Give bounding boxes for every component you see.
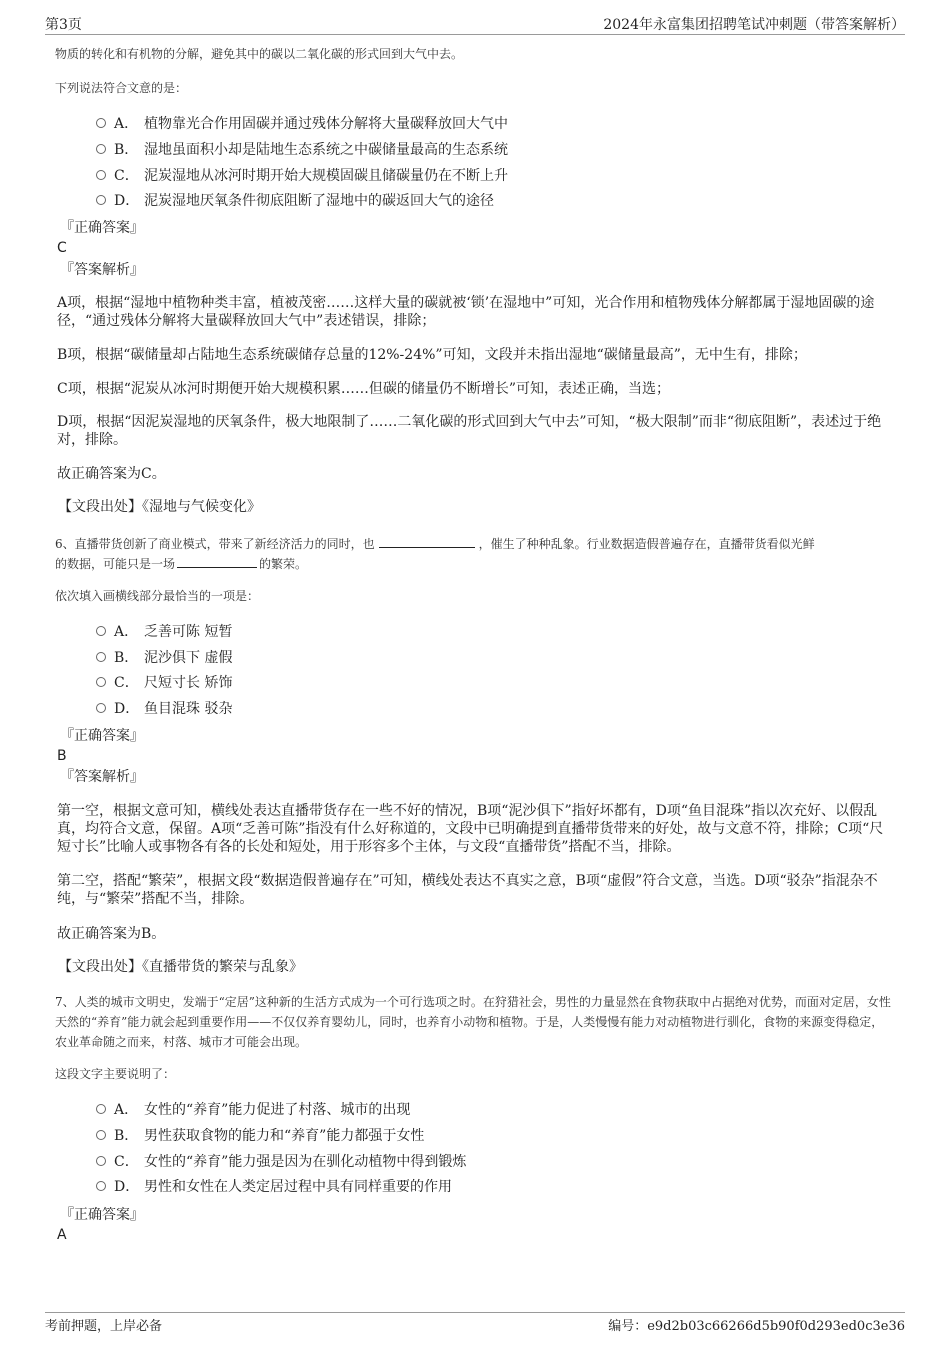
q5-passage-end: 物质的转化和有机物的分解，避免其中的碳以二氧化碳的形式回到大气中去。 (55, 47, 464, 61)
radio-icon[interactable] (96, 195, 106, 205)
q5-answer: C (57, 240, 67, 256)
page-header (45, 12, 905, 35)
q6-analysis-label: 『答案解析』 (60, 769, 144, 785)
q5-analysis-a: A项，根据“湿地中植物种类丰富，植被茂密……这样大量的碳就被‘锁’在湿地中”可知，光合作用和植物残体分解都属于湿地固碳的途径，“通过残体分解将大量碳释放回大气中”表述错误，排除； (57, 295, 875, 329)
q5-analysis-d: D项，根据“因泥炭湿地的厌氧条件，极大地限制了……二氧化碳的形式回到大气中去”可知，“极大限制”而非“彻底阻断”，表述过于绝对，排除。 (57, 414, 882, 448)
radio-icon[interactable] (96, 652, 106, 662)
q7-prompt: 这段文字主要说明了： (55, 1067, 176, 1081)
q6-option-d[interactable]: D． 鱼目混珠 驳杂 (96, 699, 232, 719)
radio-icon[interactable] (96, 677, 106, 687)
q5-analysis-c: C项，根据“泥炭从冰河时期便开始大规模积累……但碳的储量仍不断增长”可知，表述正确，当选； (57, 381, 671, 397)
q5-option-c[interactable]: C． 泥炭湿地从冰河时期开始大规模固碳且储碳量仍在不断上升 (96, 166, 508, 186)
q6-blank-1 (379, 535, 475, 548)
q6-option-c[interactable]: C． 尺短寸长 矫饰 (96, 673, 232, 693)
radio-icon[interactable] (96, 703, 106, 713)
q7-option-c[interactable]: C． 女性的“养育”能力强是因为在驯化动植物中得到锻炼 (96, 1152, 466, 1172)
radio-icon[interactable] (96, 1156, 106, 1166)
q6-analysis-2: 第二空，搭配“繁荣”，根据文段“数据造假普遍存在”可知，横线处表达不真实之意，B项“虚假”符合文意，当选。D项“驳杂”指混杂不纯，与“繁荣”搭配不当，排除。 (57, 873, 878, 907)
radio-icon[interactable] (96, 170, 106, 180)
radio-icon[interactable] (96, 1181, 106, 1191)
q6-answer: B (57, 748, 67, 764)
q7-option-b[interactable]: B． 男性获取食物的能力和“养育”能力都强于女性 (96, 1126, 424, 1146)
q7-answer: A (57, 1227, 67, 1243)
q7-stem: 7、人类的城市文明史，发端于“定居”这种新的生活方式成为一个可行选项之时。在狩猎社会，男性的力量显然在食物获取中占据绝对优势，而面对定居，女性天然的“养育”能力就会起到重要作用——不仅仅养育婴幼儿，同时，也养育小动物和植物。于是，人类慢慢有能力对动植物进行驯化，食物的来源变得稳定，农业革命随之而来，村落、城市才可能会出现。 (55, 995, 891, 1049)
q6-prompt: 依次填入画横线部分最恰当的一项是： (55, 589, 260, 603)
q6-blank-2 (177, 555, 257, 568)
q5-option-a[interactable]: A． 植物靠光合作用固碳并通过残体分解将大量碳释放回大气中 (96, 114, 508, 134)
q6-option-a[interactable]: A． 乏善可陈 短暂 (96, 622, 232, 642)
q5-answer-label: 『正确答案』 (60, 220, 144, 236)
q6-conclusion: 故正确答案为B。 (57, 926, 166, 942)
radio-icon[interactable] (96, 118, 106, 128)
q7-option-a[interactable]: A． 女性的“养育”能力促进了村落、城市的出现 (96, 1100, 410, 1120)
radio-icon[interactable] (96, 1104, 106, 1114)
q6-stem: 6、直播带货创新了商业模式，带来了新经济活力的同时，也 ，催生了种种乱象。行业数据造假普遍存在，直播带货看似光鲜 的数据，可能只是一场 的繁荣。 (55, 537, 815, 571)
radio-icon[interactable] (96, 1130, 106, 1140)
q5-analysis-label: 『答案解析』 (60, 262, 144, 278)
q5-source: 【文段出处】《湿地与气候变化》 (58, 499, 261, 515)
page-footer (45, 1312, 905, 1334)
q5-option-d[interactable]: D． 泥炭湿地厌氧条件彻底阻断了湿地中的碳返回大气的途径 (96, 191, 494, 211)
footer-slogan: 考前押题，上岸必备 (45, 1319, 163, 1334)
q6-source: 【文段出处】《直播带货的繁荣与乱象》 (58, 959, 303, 975)
q5-conclusion: 故正确答案为C。 (57, 466, 166, 482)
q6-analysis-1: 第一空，根据文意可知，横线处表达直播带货存在一些不好的情况，B项“泥沙俱下”指好坏都有，D项“鱼目混珠”指以次充好、以假乱真，均符合文意，保留。A项“乏善可陈”指没有什么好称道的，文段中已明确提到直播带货带来的好处，故与文意不符，排除；C项“尺短寸长”比喻人或事物各有各的长处和短处，用于形容多个主体，与文段“直播带货”搭配不当，排除。 (57, 803, 884, 855)
q6-answer-label: 『正确答案』 (60, 728, 144, 744)
document-title: 2024年永富集团招聘笔试冲刺题（带答案解析） (603, 17, 905, 33)
q7-option-d[interactable]: D． 男性和女性在人类定居过程中具有同样重要的作用 (96, 1177, 452, 1197)
q5-analysis-b: B项，根据“碳储量却占陆地生态系统碳储存总量的12%-24%”可知，文段并未指出湿地“碳储量最高”，无中生有，排除； (57, 347, 807, 363)
q5-option-b[interactable]: B． 湿地虽面积小却是陆地生态系统之中碳储量最高的生态系统 (96, 140, 508, 160)
q5-prompt: 下列说法符合文意的是： (55, 81, 188, 95)
radio-icon[interactable] (96, 626, 106, 636)
radio-icon[interactable] (96, 144, 106, 154)
q7-answer-label: 『正确答案』 (60, 1207, 144, 1223)
q6-option-b[interactable]: B． 泥沙俱下 虚假 (96, 648, 232, 668)
document-code: 编号：e9d2b03c66266d5b90f0d293ed0c3e36 (608, 1319, 905, 1334)
page-number: 第3页 (45, 17, 82, 33)
